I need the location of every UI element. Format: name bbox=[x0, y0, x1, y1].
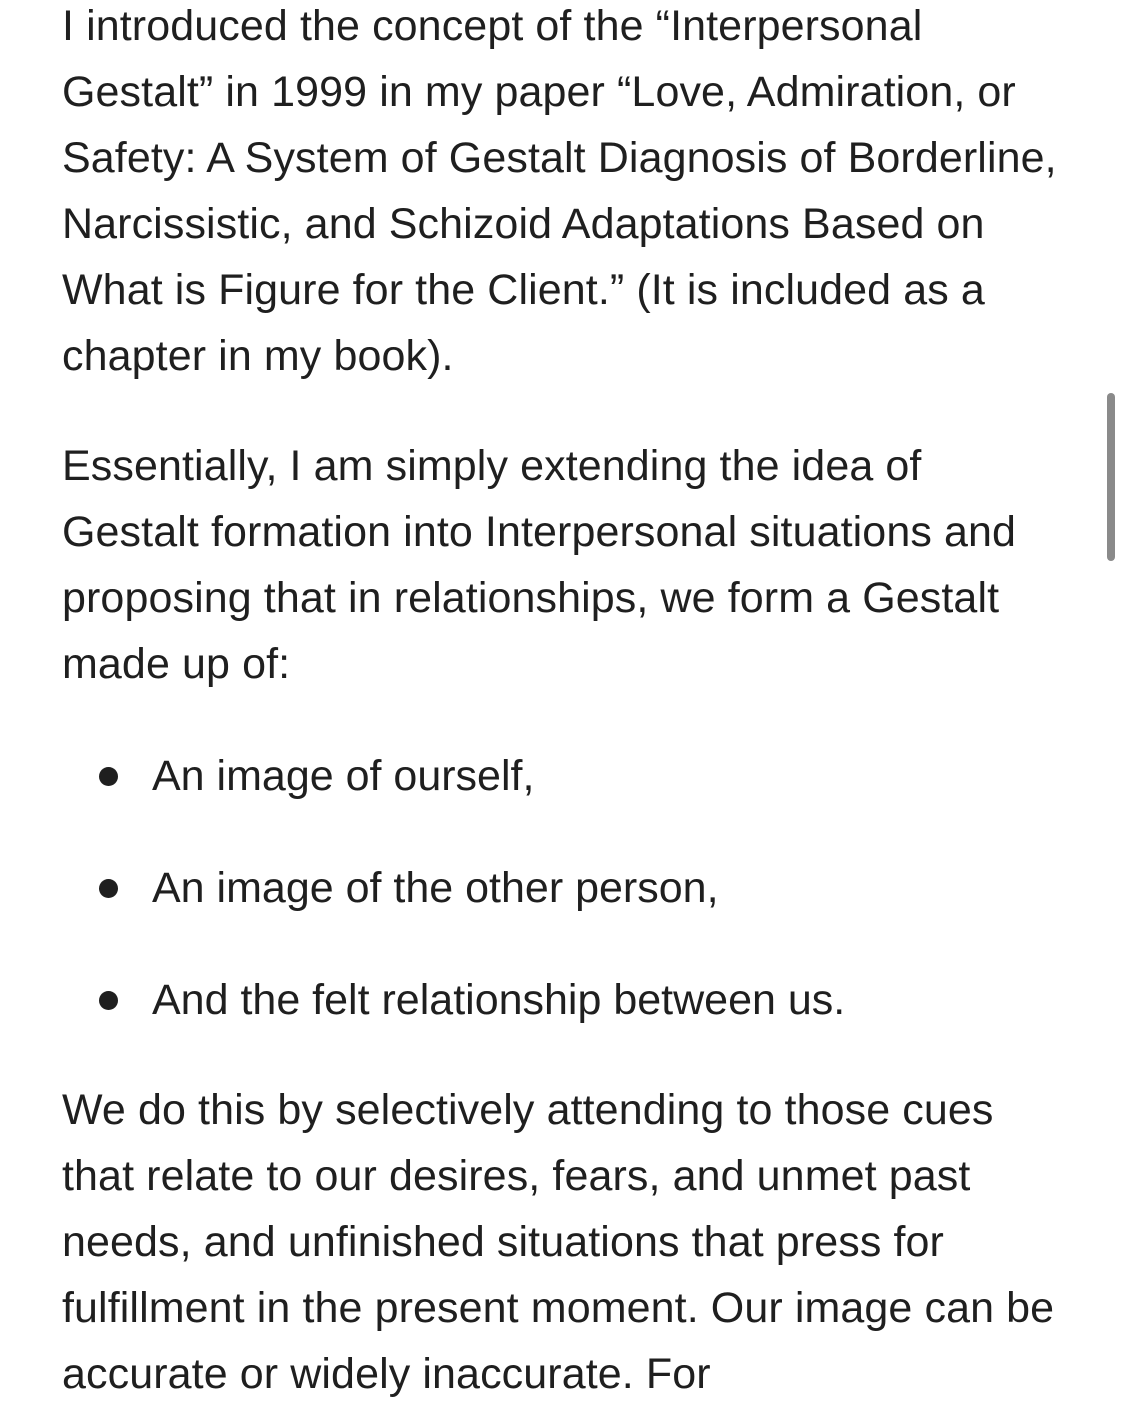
list-item bbox=[62, 967, 1062, 1033]
list-item-text: And the felt relationship between us. bbox=[152, 976, 846, 1024]
bullet-icon bbox=[99, 879, 118, 898]
scrollbar-thumb[interactable] bbox=[1107, 393, 1115, 561]
article-body bbox=[62, 0, 1062, 1403]
list-item bbox=[62, 743, 1062, 809]
paragraph-intro: I introduced the concept of the “Interpersonal Gestalt” in 1999 in my paper “Love, Admiration, or Safety: A System of Gestalt Diagnosis of Borderline, Narcissistic, and Schizoid Adaptations Based on What is Figure for the Client.” (It is included as a chapter in my book). bbox=[62, 2, 1057, 380]
bullet-icon bbox=[99, 767, 118, 786]
list-item-text: An image of ourself, bbox=[152, 752, 535, 800]
paragraph-extension: Essentially, I am simply extending the idea of Gestalt formation into Interpersonal situations and proposing that in relationships, we form a Gestalt made up of: bbox=[62, 442, 1017, 688]
list-item bbox=[62, 855, 1062, 921]
bullet-icon bbox=[99, 991, 118, 1010]
gestalt-components-list bbox=[62, 743, 1062, 1033]
paragraph-selective-attention: We do this by selectively attending to those cues that relate to our desires, fears, and unmet past needs, and unfinished situations that press for fulfillment in the present moment. Our image can be accurate or widely inaccurate. For bbox=[62, 1086, 1055, 1398]
list-item-text: An image of the other person, bbox=[152, 864, 719, 912]
